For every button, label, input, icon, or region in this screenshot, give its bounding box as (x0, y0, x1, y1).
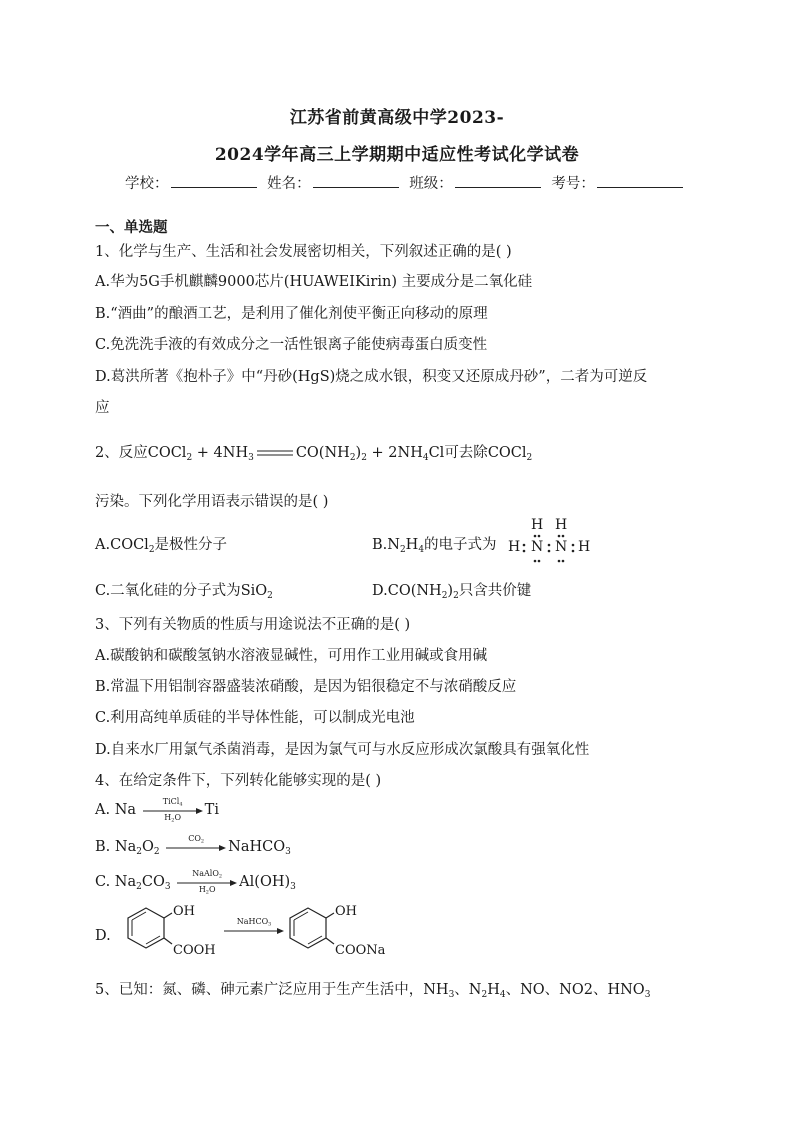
q3-option-c: C.利用高纯单质硅的半导体性能，可以制成光电池 (95, 710, 415, 726)
reaction-arrow: TiCl$_4$ $H_2O$ (143, 803, 203, 817)
q4-option-a: A. Na TiCl$_4$ $H_2O$ Ti (95, 797, 219, 824)
salicylate-oh-label: OH (335, 904, 357, 919)
school-blank[interactable] (171, 175, 257, 188)
q2-option-b: $B.N_2H_4$的电子式为 (372, 537, 497, 556)
q3-stem: 3、下列有关物质的性质与用途说法不正确的是( ) (95, 617, 411, 633)
section-heading: 一、单选题 (95, 219, 168, 236)
n2h4-electron-formula: H H H N N H (506, 517, 591, 573)
salicylic-oh-label: OH (173, 904, 195, 919)
q3-option-d: D.自来水厂用氯气杀菌消毒，是因为氯气可与水反应形成次氯酸具有强氧化性 (95, 742, 590, 758)
q1-option-b: B.“酒曲”的酿酒工艺，是利用了催化剂使平衡正向移动的原理 (95, 306, 488, 322)
q3-option-b: B.常温下用铝制容器盛装浓硝酸，是因为铝很稳定不与浓硝酸反应 (95, 679, 517, 695)
q2-prefix: 2、反应 (95, 445, 148, 461)
q4-option-b: B. $Na_2O_2$ $CO_2$ NaHCO$_3$ (95, 834, 291, 858)
q2-reagent: COCl$_2$ (487, 445, 533, 464)
reaction-arrow: NaHCO$_3$ (224, 923, 284, 937)
q2-option-c: C.二氧化硅的分子式为SiO$_2$ (95, 583, 273, 602)
q3-option-a: A.碳酸钠和碳酸氢钠水溶液显碱性，可用作工业用碱或食用碱 (95, 648, 488, 664)
name-blank[interactable] (313, 175, 399, 188)
name-label: 姓名： (267, 176, 311, 192)
student-info-row (125, 172, 689, 193)
q4-stem: 4、在给定条件下，下列转化能够实现的是( ) (95, 773, 382, 789)
q4-option-d-prefix: D. (95, 928, 111, 944)
class-label: 班级： (409, 176, 453, 192)
q4-option-c: C. $Na_2CO_3$ NaAlO$_2$ $H_2O$ $Al(OH)_3$ (95, 869, 296, 896)
reaction-arrow: NaAlO$_2$ $H_2O$ (177, 875, 237, 889)
q1-option-a: A.华为5G手机麒麟9000芯片(HUAWEIKirin) 主要成分是二氧化硅 (95, 274, 533, 290)
exam-title-line1: 江苏省前黄高级中学2023- (289, 108, 505, 128)
q2-option-a: A.COCl$_2$是极性分子 (95, 537, 228, 556)
q2-option-d: $D.CO(NH_2)_2$只含共价键 (372, 583, 532, 602)
equals-sign (257, 445, 293, 461)
exam-number-label: 考号： (551, 176, 595, 192)
q1-stem: 1、化学与生产、生活和社会发展密切相关，下列叙述正确的是( ) (95, 244, 512, 260)
salicylate-coona-label: COONa (335, 943, 386, 958)
q2-mid-text: 可去除 (444, 445, 488, 461)
q5-stem: 5、已知：氮、磷、砷元素广泛应用于生产生活中，$NH_3$、$N_2H_4$、NO、NO2、$HNO_3$ (95, 982, 651, 1001)
class-blank[interactable] (455, 175, 541, 188)
q2-stem-cont: 污染。下列化学用语表示错误的是( ) (95, 494, 329, 510)
q1-option-c: C.免洗洗手液的有效成分之一活性银离子能使病毒蛋白质变性 (95, 337, 488, 353)
q2-stem (95, 441, 532, 463)
exam-number-blank[interactable] (597, 175, 683, 188)
q1-option-d-cont: 应 (95, 400, 110, 416)
reaction-arrow: $CO_2$ (166, 840, 226, 854)
q1-option-d: D.葛洪所著《抱朴子》中“丹砂(HgS)烧之成水银，积变又还原成丹砂”，二者为可逆反 (95, 369, 648, 385)
exam-title-line2: 2024学年高三上学期期中适应性考试化学试卷 (214, 145, 580, 165)
q2-equation: COCl$_2$ + $4NH_3$ $CO(NH_2)_2 + 2NH_4Cl$ (147, 445, 445, 464)
lone-pair-dots (506, 517, 591, 573)
school-label: 学校： (125, 176, 169, 192)
salicylic-cooh-label: COOH (173, 943, 216, 958)
